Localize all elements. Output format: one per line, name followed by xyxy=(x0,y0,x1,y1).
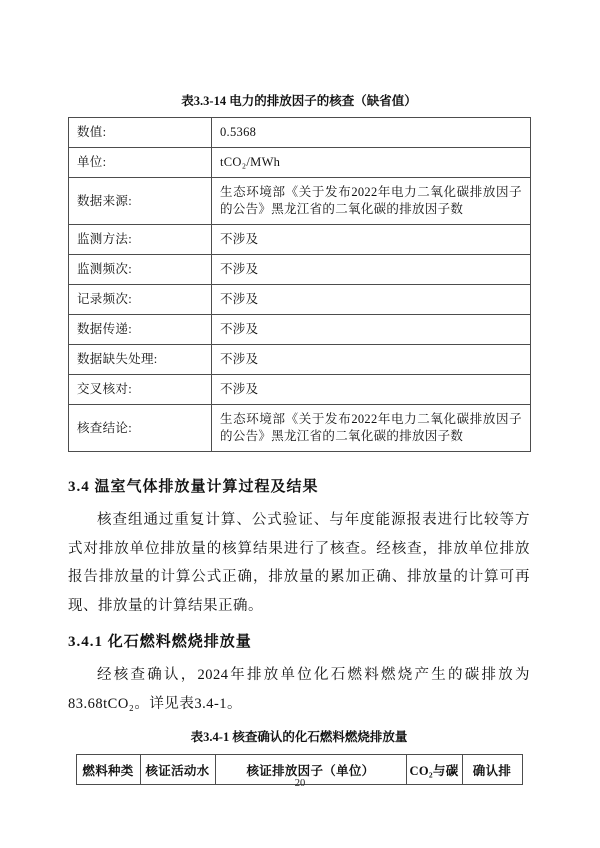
table-3-3-14 xyxy=(68,117,531,452)
row-value: tCO₂/MWh xyxy=(212,148,531,178)
row-value: 生态环境部《关于发布2022年电力二氧化碳排放因子的公告》黑龙江省的二氧化碳的排放因子数 xyxy=(212,405,531,452)
col-header-co2-carbon: CO₂与碳 xyxy=(406,755,462,785)
table-row-unit xyxy=(69,148,531,178)
row-label: 交叉核对: xyxy=(69,375,212,405)
table-row-data-transfer xyxy=(69,315,531,345)
row-value: 不涉及 xyxy=(212,225,531,255)
col-header-emission-factor: 核证排放因子（单位） xyxy=(215,755,406,785)
row-label: 监测方法: xyxy=(69,225,212,255)
row-value: 不涉及 xyxy=(212,345,531,375)
row-label: 数据来源: xyxy=(69,178,212,225)
section-3-4-paragraph: 核查组通过重复计算、公式验证、与年度能源报表进行比较等方式对排放单位排放量的核算结果进行了核查。经核查，排放单位排放报告排放量的计算公式正确，排放量的累加正确、排放量的计算可再现、排放量的计算结果正确。 xyxy=(68,512,530,614)
row-value: 不涉及 xyxy=(212,375,531,405)
table-row-monitoring-frequency xyxy=(69,255,531,285)
table-row-verification-conclusion xyxy=(69,405,531,452)
row-label: 监测频次: xyxy=(69,255,212,285)
col-header-fuel-type: 燃料种类 xyxy=(76,755,140,785)
col-header-confirmed-emission: 确认排 xyxy=(462,755,522,785)
row-label: 数值: xyxy=(69,118,212,148)
row-label: 数据传递: xyxy=(69,315,212,345)
row-value: 生态环境部《关于发布2022年电力二氧化碳排放因子的公告》黑龙江省的二氧化碳的排放因子数 xyxy=(212,178,531,225)
row-label: 数据缺失处理: xyxy=(69,345,212,375)
section-3-4-heading: 3.4 温室气体排放量计算过程及结果 xyxy=(68,479,319,495)
table-row-value xyxy=(69,118,531,148)
row-value: 不涉及 xyxy=(212,315,531,345)
section-3-4-1-heading: 3.4.1 化石燃料燃烧排放量 xyxy=(68,634,252,650)
col-header-verified-activity: 核证活动水 xyxy=(140,755,215,785)
row-label: 核查结论: xyxy=(69,405,212,452)
row-value: 0.5368 xyxy=(212,118,531,148)
table-row-missing-data-handling xyxy=(69,345,531,375)
table-row-monitoring-method xyxy=(69,225,531,255)
table-3-4-1-title: 表3.4-1 核查确认的化石燃料燃烧排放量 xyxy=(190,730,408,744)
table-row-cross-check xyxy=(69,375,531,405)
row-label: 单位: xyxy=(69,148,212,178)
row-value: 不涉及 xyxy=(212,255,531,285)
table-row-data-source xyxy=(69,178,531,225)
table-row-record-frequency xyxy=(69,285,531,315)
table-3-3-14-title: 表3.3-14 电力的排放因子的核查（缺省值） xyxy=(181,94,417,108)
section-3-4-1-paragraph: 经核查确认，2024年排放单位化石燃料燃烧产生的碳排放为83.68tCO₂。详见表3.4-1。 xyxy=(68,667,530,712)
row-label: 记录频次: xyxy=(69,285,212,315)
page-number: 20 xyxy=(294,778,306,789)
row-value: 不涉及 xyxy=(212,285,531,315)
